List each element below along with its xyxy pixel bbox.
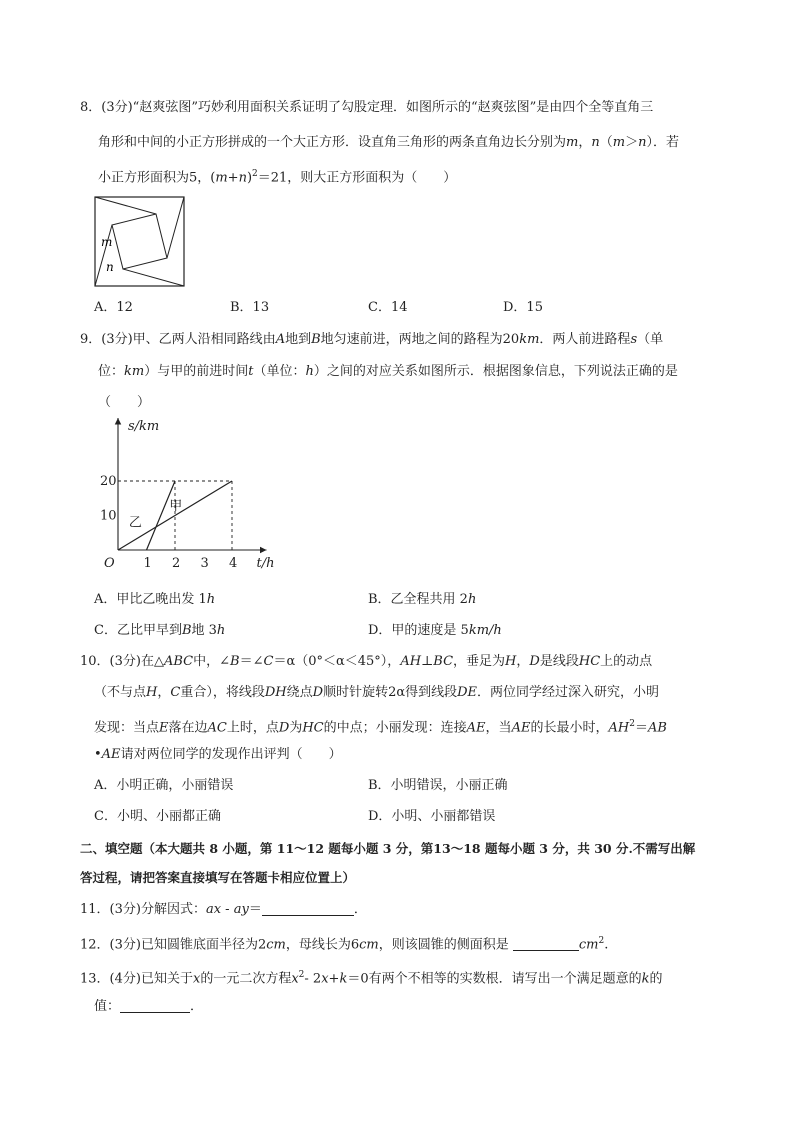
q10-line-2: （不与点H，C重合），将线段DH绕点D顺时针旋转2α得到线段DE．两位同学经过深入研究，小明 xyxy=(94,685,660,700)
series-line-2 xyxy=(147,481,176,550)
q10-option-d: D．小明、小丽都错误 xyxy=(368,809,496,824)
q12-answer-blank[interactable] xyxy=(513,936,579,951)
q10-line-3: 发现：当点E落在边AC上时，点D为HC的中点；小丽发现：连接AE，当AE的长最小时，$AH^2=AB$ xyxy=(94,719,667,736)
q8-line-3: 小正方形面积为5，$(m+n)^2=21$，则大正方形面积为（ ） xyxy=(98,169,457,186)
q8-option-a: A．12 xyxy=(94,300,133,315)
q10-line-1: 10．(3分)在△ABC中，∠B＝∠C＝α（0°＜α＜45°），AH⊥BC，垂足为H，D是线段HC上的动点 xyxy=(80,654,653,669)
series-label-2: 乙 xyxy=(128,515,142,531)
x-tick-4: 4 xyxy=(229,556,238,571)
q12-line: 12．(3分)已知圆锥底面半径为2cm，母线长为6cm，则该圆锥的侧面积是 $cm^2$. xyxy=(80,936,609,953)
q13-answer-blank[interactable] xyxy=(120,998,190,1013)
q9-option-a: A．甲比乙晚出发 1h xyxy=(94,592,216,607)
zhao-shuang-figure xyxy=(94,196,186,288)
q9-option-b: B．乙全程共用 2h xyxy=(368,592,477,607)
q8-line-2: 角形和中间的小正方形拼成的一个大正方形．设直角三角形的两条直角边长分别为m，n（m＞n）．若 xyxy=(98,135,679,150)
q10-option-c: C．小明、小丽都正确 xyxy=(94,809,221,824)
label-n: n xyxy=(106,260,114,274)
q13-line-1: 13．(4分)已知关于x的一元二次方程$x^2-$ 2x+k＝0有两个不相等的实数根．请写出一个满足题意的k的 xyxy=(80,970,663,987)
q9-option-c: C．乙比甲早到B地 3h xyxy=(94,623,226,638)
section-2-heading-cont: 答过程，请把答案直接填写在答题卡相应位置上） xyxy=(80,870,356,885)
x-tick-1: 1 xyxy=(143,556,152,571)
x-tick-2: 2 xyxy=(172,556,181,571)
label-m: m xyxy=(101,235,113,249)
q11-answer-blank[interactable] xyxy=(262,901,354,916)
x-tick-3: 3 xyxy=(200,556,209,571)
y-axis-label: s/km xyxy=(128,419,160,434)
q9-line-3: （ ） xyxy=(98,395,151,410)
q9-line-2: 位：km）与甲的前进时间t（单位：h）之间的对应关系如图所示．根据图象信息，下列说法正确的是 xyxy=(98,364,678,379)
q8-line-1: 8．(3分)“赵爽弦图”巧妙利用面积关系证明了勾股定理．如图所示的“赵爽弦图”是由四个全等直角三 xyxy=(80,100,654,115)
q10-option-b: B．小明错误，小丽正确 xyxy=(368,778,508,793)
q9-line-1: 9．(3分)甲、乙两人沿相同路线由A地到B地匀速前进，两地之间的路程为20km．两人前进路程s（单 xyxy=(80,332,664,347)
q10-option-a: A．小明正确，小丽错误 xyxy=(94,778,234,793)
origin-label: O xyxy=(104,556,115,571)
q13-line-2: 值： ． xyxy=(94,999,204,1014)
section-2-heading: 二、填空题（本大题共 8 小题，第 11～12 题每小题 3 分，第13～18 题每小题 3 分，共 30 分.不需写出解 xyxy=(80,841,696,856)
y-tick-20: 20 xyxy=(100,474,117,489)
y-tick-10: 10 xyxy=(100,508,117,524)
q9-option-d: D．甲的速度是 5km/h xyxy=(368,623,502,638)
x-axis-label: t/h xyxy=(256,556,275,571)
q11-line: 11．(3分)分解因式：ax - ay＝ ． xyxy=(80,902,367,917)
q8-option-d: D．15 xyxy=(503,300,543,315)
q8-option-b: B．13 xyxy=(230,300,270,315)
series-label-1: 甲 xyxy=(169,498,183,514)
distance-time-graph xyxy=(96,414,296,574)
q10-line-4: •AE请对两位同学的发现作出评判（ ） xyxy=(94,747,342,762)
q8-option-c: C．14 xyxy=(368,300,408,315)
